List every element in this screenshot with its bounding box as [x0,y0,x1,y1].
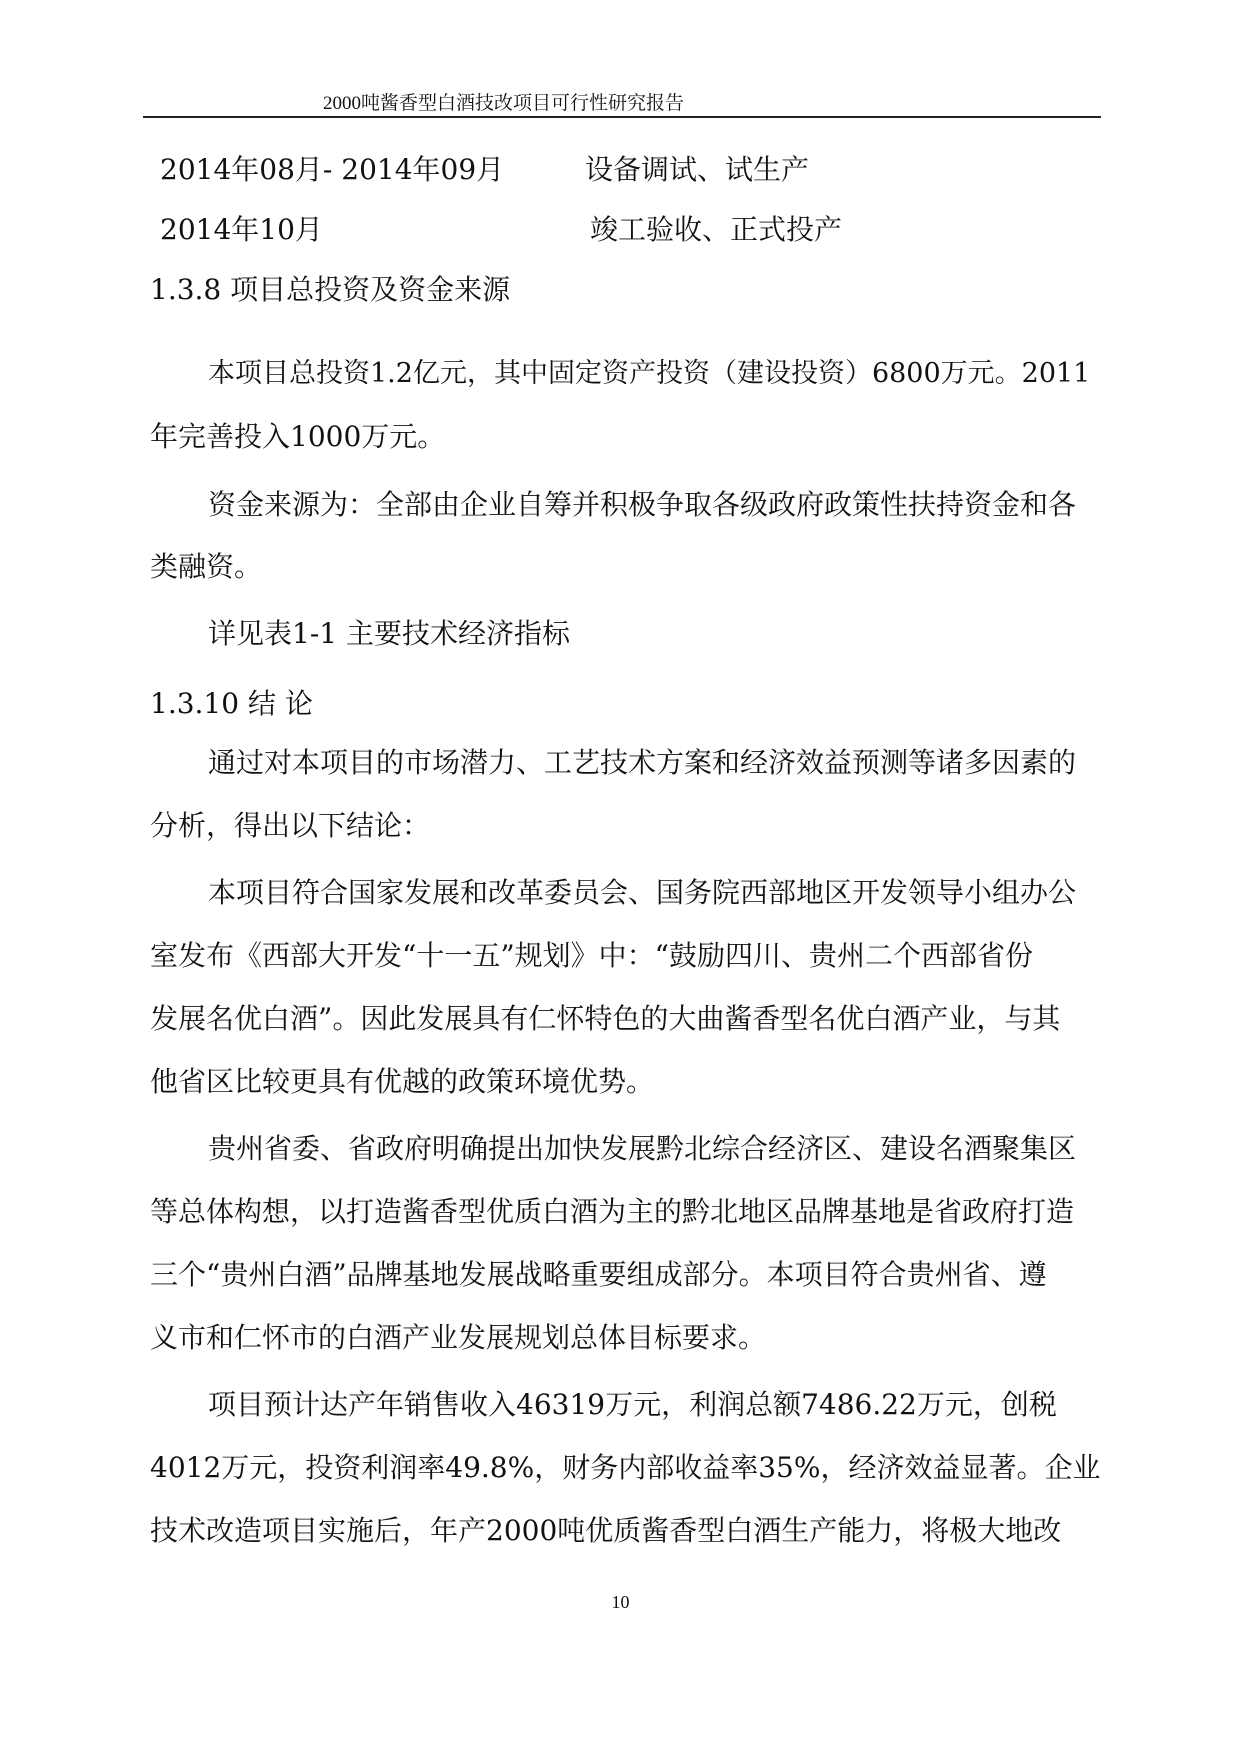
page-number: 10 [611,1592,630,1612]
paragraph-line: 资金来源为：全部由企业自筹并积极争取各级政府政策性扶持资金和各 [208,488,1077,521]
schedule-date: 2014年10月 [160,213,323,246]
page-header [143,78,1101,118]
paragraph-line: 年完善投入1000万元。 [150,420,446,453]
section-heading: 1.3.10 结 论 [150,687,313,720]
paragraph-line: 室发布《西部大开发“十一五”规划》中：“鼓励四川、贵州二个西部省份 [150,939,1033,972]
section-heading: 1.3.8 项目总投资及资金来源 [150,273,511,306]
paragraph-line: 本项目符合国家发展和改革委员会、国务院西部地区开发领导小组办公 [208,876,1077,909]
paragraph-line: 技术改造项目实施后，年产2000吨优质酱香型白酒生产能力，将极大地改 [150,1514,1062,1547]
paragraph-line: 等总体构想，以打造酱香型优质白酒为主的黔北地区品牌基地是省政府打造 [150,1195,1075,1228]
paragraph-line: 义市和仁怀市的白酒产业发展规划总体目标要求。 [150,1321,767,1354]
paragraph-line: 他省区比较更具有优越的政策环境优势。 [150,1065,655,1098]
paragraph-line: 本项目总投资1.2亿元，其中固定资产投资（建设投资）6800万元。2011 [208,358,1091,389]
paragraph-line: 贵州省委、省政府明确提出加快发展黔北综合经济区、建设名酒聚集区 [208,1132,1077,1165]
schedule-task: 设备调试、试生产 [585,153,810,186]
paragraph-line: 项目预计达产年销售收入46319万元，利润总额7486.22万元，创税 [208,1388,1057,1421]
header-title: 2000吨酱香型白酒技改项目可行性研究报告 [323,93,685,114]
paragraph-line: 通过对本项目的市场潜力、工艺技术方案和经济效益预测等诸多因素的 [208,746,1077,779]
paragraph-line: 4012万元，投资利润率49.8%，财务内部收益率35%，经济效益显著。企业 [150,1451,1101,1484]
paragraph-line: 详见表1-1 主要技术经济指标 [208,617,570,650]
paragraph-line: 分析，得出以下结论： [150,809,431,842]
paragraph-line: 发展名优白酒”。因此发展具有仁怀特色的大曲酱香型名优白酒产业，与其 [150,1002,1061,1035]
schedule-date: 2014年08月- 2014年09月 [160,153,505,186]
paragraph-line: 类融资。 [150,550,263,583]
paragraph-line: 三个“贵州白酒”品牌基地发展战略重要组成部分。本项目符合贵州省、遵 [150,1258,1047,1291]
schedule-task: 竣工验收、正式投产 [590,213,843,246]
